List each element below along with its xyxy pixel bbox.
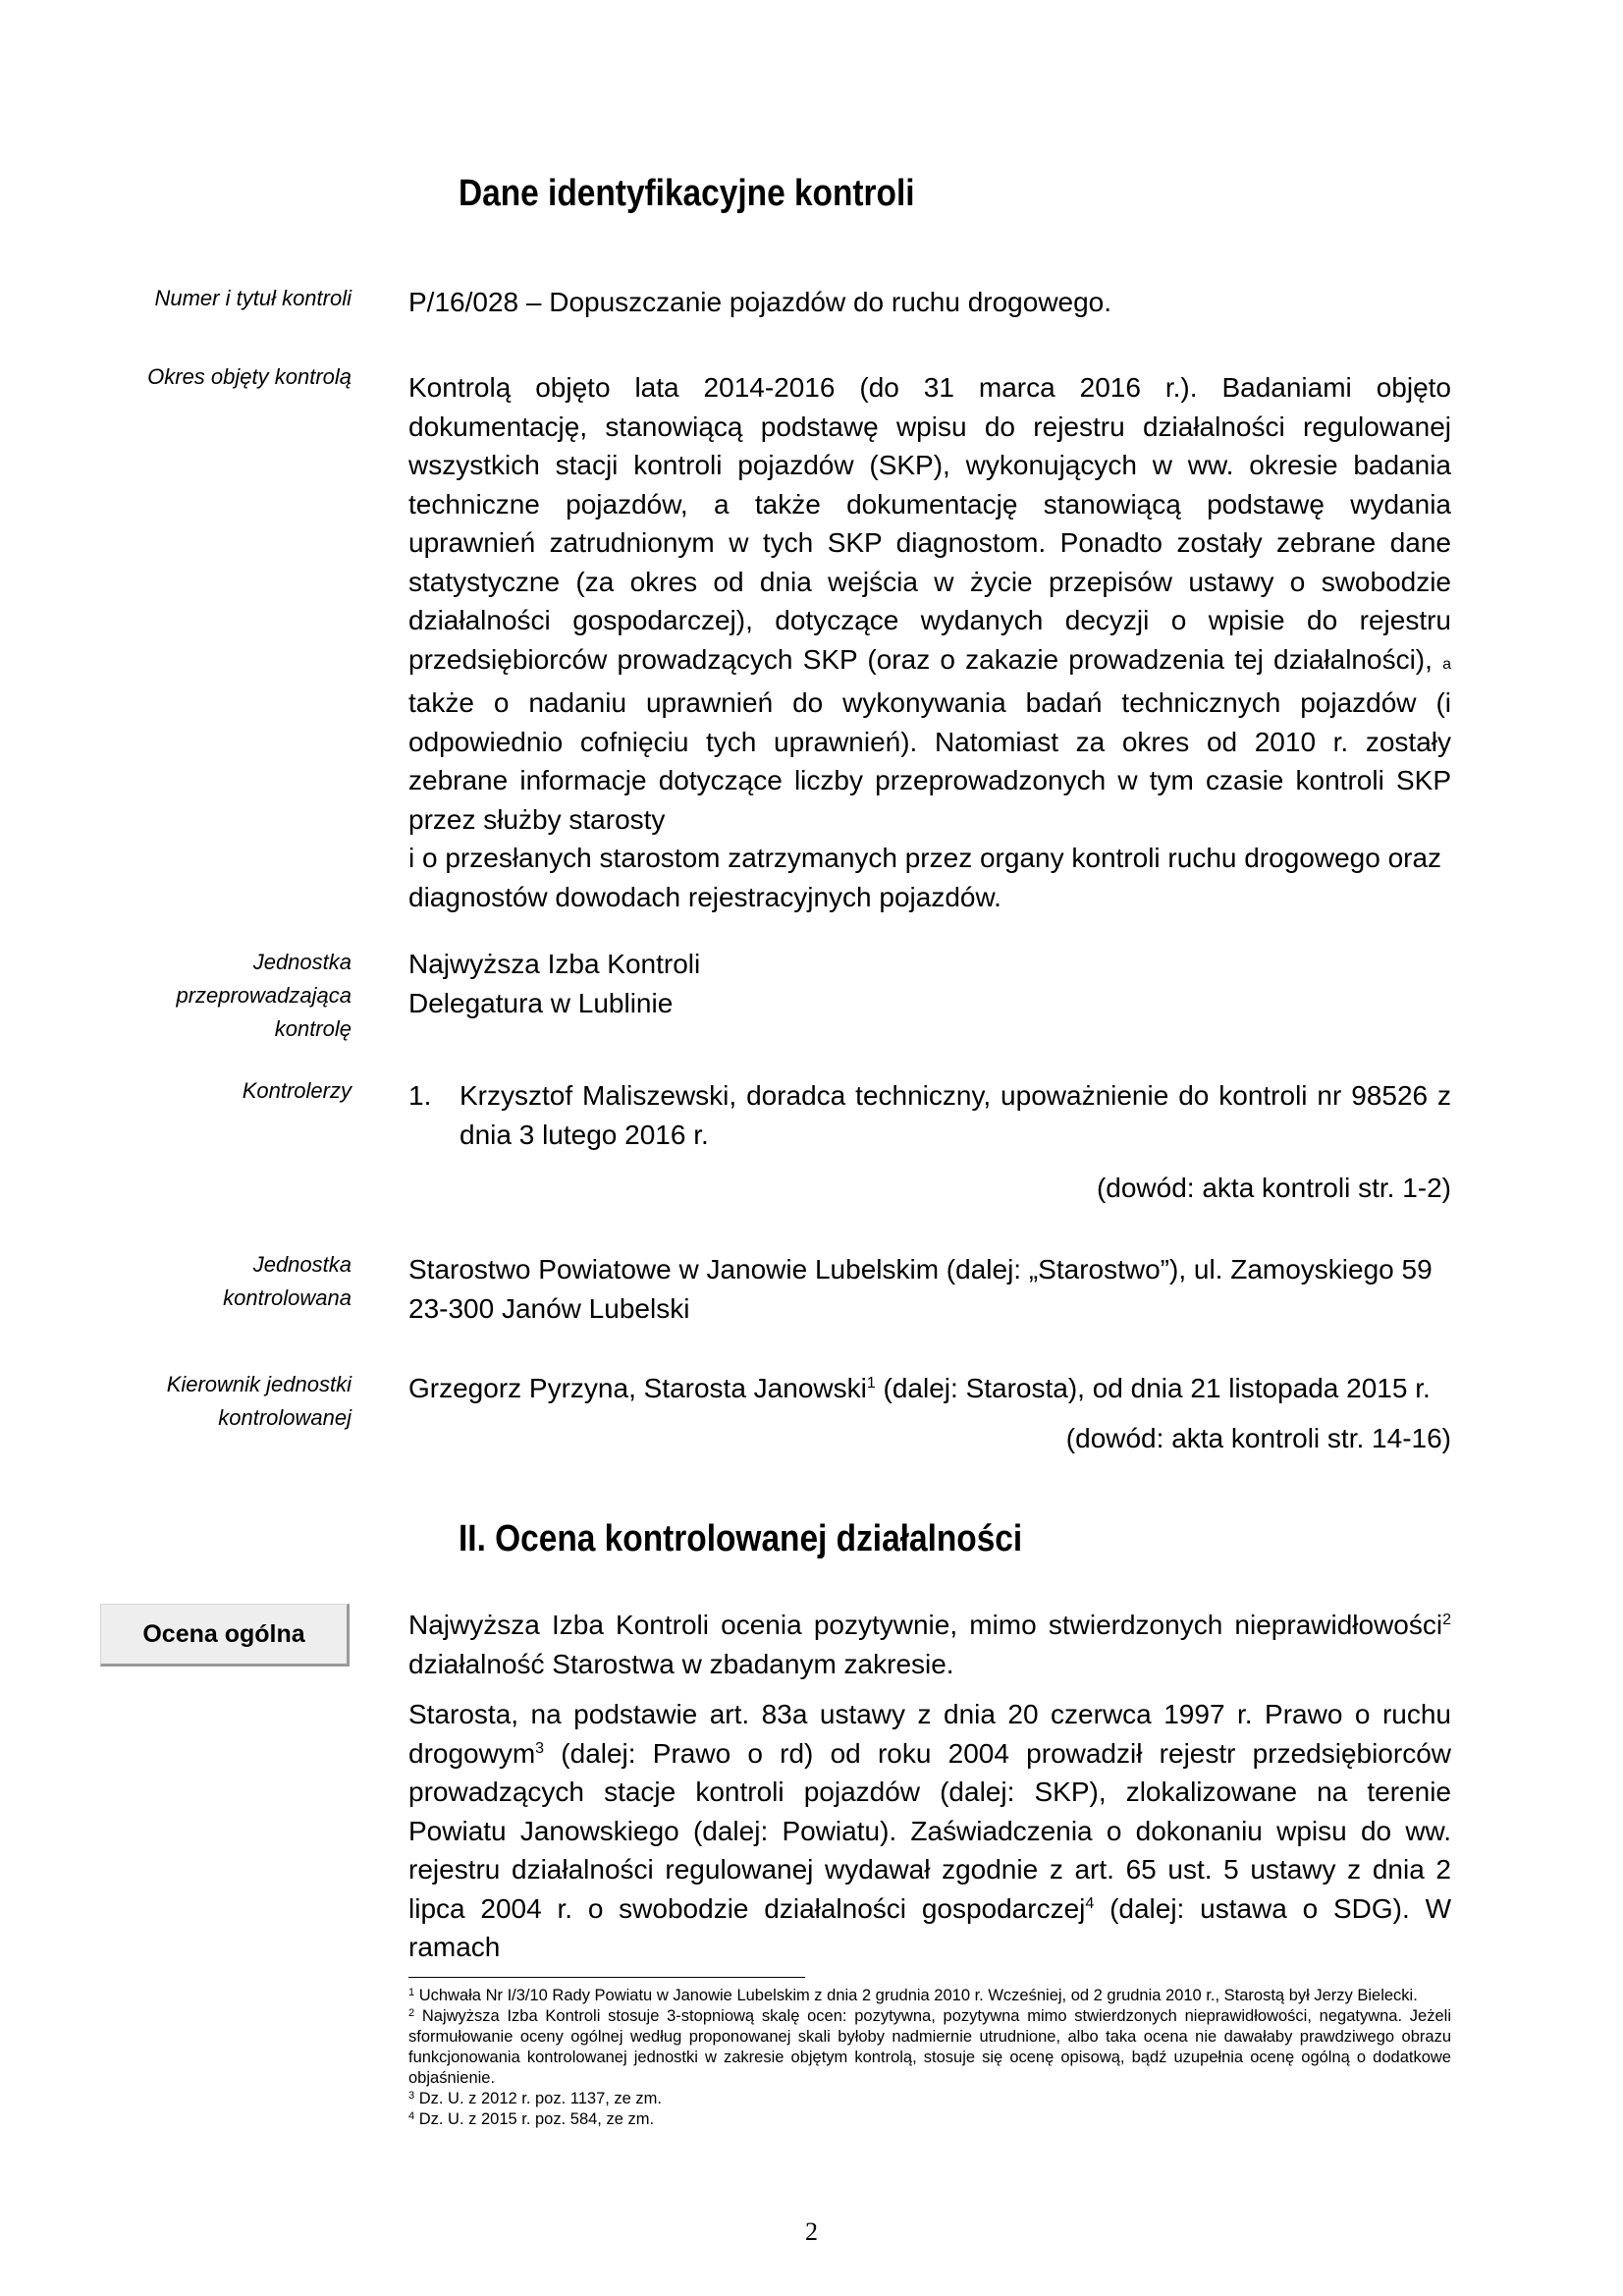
unit-head-text-after: (dalej: Starosta), od dnia 21 listopada 2015 r. <box>875 1373 1431 1403</box>
page-number: 2 <box>805 2217 818 2246</box>
label-controllers: Kontrolerzy <box>242 1078 352 1103</box>
footnote-ref-3: 3 <box>535 1739 545 1757</box>
footnote-3-number: 3 <box>408 2090 415 2102</box>
label-controlled-unit-line1: Jednostka <box>252 1252 352 1277</box>
value-unit-head <box>408 1369 1451 1457</box>
controllers-evidence: (dowód: akta kontroli str. 1-2) <box>1096 1173 1451 1203</box>
footnote-2-text: Najwyższa Izba Kontroli stosuje 3-stopniową skalę ocen: pozytywna, pozytywna mimo stwierdzonych nieprawidłowości, negatywna. Jeżeli sformułowanie oceny ogólnej według proponowanej skali byłoby nadmiernie utrudnione, albo taka ocena nie dawałaby prawdziwego obrazu funkcjonowania kontrolowanej jednostki w zakresie objętym kontrolą, stosuje się ocenę opisową, bądź uzupełnia ocenę ogólną o dodatkowe objaśnienie. <box>408 2007 1451 2087</box>
period-text-part1: Kontrolą objęto lata 2014-2016 (do 31 marca 2016 r.). Badaniami objęto dokumentację, stanowiącą podstawę wpisu do rejestru działalności regulowanej wszystkich stacji kontroli pojazdów (SKP), wykonujących w ww. okresie badania techniczne pojazdów, a także dokumentację stanowiącą podstawę wydania uprawnień zatrudnionym w tych SKP diagnostom. Ponadto zostały zebrane dane statystyczne (za okres od dnia wejścia w życie przepisów ustawy o swobodzie działalności gospodarczej), dotyczące wydanych decyzji o wpisie do rejestru przedsiębiorców prowadzących SKP (oraz o zakazie prowadzenia tej działalności), <box>408 372 1451 675</box>
overall-assessment-box <box>100 1604 350 1667</box>
label-unit-head <box>98 1368 352 1435</box>
label-unit-head-line1: Kierownik jednostki <box>166 1372 352 1396</box>
unit-head-text-before: Grzegorz Pyrzyna, Starosta Janowski <box>408 1373 867 1403</box>
conducting-unit-line2: Delegatura w Lublinie <box>408 987 674 1018</box>
value-control-period <box>408 368 1451 916</box>
footnote-4-text: Dz. U. z 2015 r. poz. 584, ze zm. <box>414 2110 655 2128</box>
unit-head-text <box>408 1369 1451 1408</box>
conducting-unit-line1: Najwyższa Izba Kontroli <box>408 949 701 979</box>
controller-item <box>408 1076 1451 1154</box>
overall-assessment-label: Ocena ogólna <box>142 1619 305 1648</box>
value-controllers <box>408 1076 1451 1208</box>
footnote-4 <box>408 2109 1451 2130</box>
value-controlled-unit <box>408 1250 1451 1328</box>
footnote-ref-1: 1 <box>866 1375 876 1392</box>
footnote-1 <box>408 1986 1451 2006</box>
assessment-p1-after: działalność Starostwa w zbadanym zakresie. <box>408 1648 954 1679</box>
footnotes <box>408 1986 1451 2130</box>
label-control-period: Okres objęty kontrolą <box>147 364 352 389</box>
label-conducting-unit-line1: Jednostka <box>252 950 352 974</box>
footnote-3-text: Dz. U. z 2012 r. poz. 1137, ze zm. <box>414 2090 663 2107</box>
assessment-p2-part1: Starosta, na podstawie art. 83a ustawy z dnia 20 czerwca 1997 r. Prawo o ruchu drogowym <box>408 1699 1451 1769</box>
controller-item-number: 1. <box>408 1080 432 1111</box>
assessment-paragraph-1 <box>408 1606 1451 1683</box>
assessment-p2-part2: (dalej: Prawo o rd) od roku 2004 prowadził rejestr przedsiębiorców prowadzących stacje kontroli pojazdów (dalej: SKP), zlokalizowane na terenie Powiatu Janowskiego (dalej: Powiatu). Zaświadczenia o dokonaniu wpisu do ww. rejestru działalności regulowanej wydawał zgodnie z art. 65 ust. 5 ustawy z dnia 2 lipca 2004 r. o swobodzie działalności gospodarczej <box>408 1737 1451 1924</box>
period-text-a: a <box>1442 655 1452 673</box>
value-conducting-unit <box>408 945 1451 1022</box>
assessment-p2-part3: (dalej: ustawa o SDG). W ramach <box>408 1892 1452 1962</box>
label-controlled-unit-line2: kontrolowana <box>223 1285 352 1310</box>
footnote-ref-4: 4 <box>1085 1894 1095 1912</box>
assessment-p1-before: Najwyższa Izba Kontroli ocenia pozytywnie, mimo stwierdzonych nieprawidłowości <box>408 1610 1443 1640</box>
label-control-number: Numer i tytuł kontroli <box>154 286 352 310</box>
value-control-number: P/16/028 – Dopuszczanie pojazdów do ruchu drogowego. <box>408 287 1112 317</box>
footnote-1-text: Uchwała Nr I/3/10 Rady Powiatu w Janowie Lubelskim z dnia 2 grudnia 2010 r. Wcześniej, od 2 grudnia 2010 r., Starostą był Jerzy Bielecki. <box>414 1987 1418 2004</box>
footnote-ref-2: 2 <box>1442 1612 1451 1628</box>
label-conducting-unit <box>98 946 352 1046</box>
assessment-paragraph-2 <box>408 1695 1451 1967</box>
period-text-part3: i o przesłanych starostom zatrzymanych przez organy kontroli ruchu drogowego oraz diagnostów dowodach rejestracyjnych pojazdów. <box>408 843 1442 912</box>
period-text-part2: także o nadaniu uprawnień do wykonywania badań technicznych pojazdów (i odpowiednio cofnięciu tych uprawnień). Natomiast za okres od 2010 r. zostały zebrane informacje dotyczące liczby przeprowadzonych w tym czasie kontroli SKP przez służby starosty <box>408 687 1451 835</box>
label-unit-head-line2: kontrolowanej <box>218 1405 352 1430</box>
label-conducting-unit-line3: kontrolę <box>274 1016 352 1041</box>
controller-item-text: Krzysztof Maliszewski, doradca techniczny, upoważnienie do kontroli nr 98526 z dnia 3 lutego 2016 r. <box>460 1080 1451 1150</box>
section-title-identification: Dane identyfikacyjne kontroli <box>459 173 915 214</box>
controlled-unit-line2: 23-300 Janów Lubelski <box>408 1292 690 1324</box>
assessment-text <box>408 1606 1451 1967</box>
footnote-3 <box>408 2089 1451 2109</box>
footnote-1-number: 1 <box>408 1987 415 1998</box>
footnote-2 <box>408 2006 1451 2089</box>
section-title-assessment: II. Ocena kontrolowanej działalności <box>459 1518 1023 1559</box>
footnote-2-number: 2 <box>408 2007 415 2019</box>
footnote-separator <box>408 1977 805 1978</box>
footnote-4-number: 4 <box>408 2110 415 2122</box>
label-conducting-unit-line2: przeprowadzająca <box>176 983 352 1008</box>
controlled-unit-line1: Starostwo Powiatowe w Janowie Lubelskim (dalej: „Starostwo”), ul. Zamoyskiego 59 <box>408 1254 1433 1285</box>
label-controlled-unit <box>98 1248 352 1315</box>
unit-head-evidence: (dowód: akta kontroli str. 14-16) <box>1065 1422 1451 1453</box>
